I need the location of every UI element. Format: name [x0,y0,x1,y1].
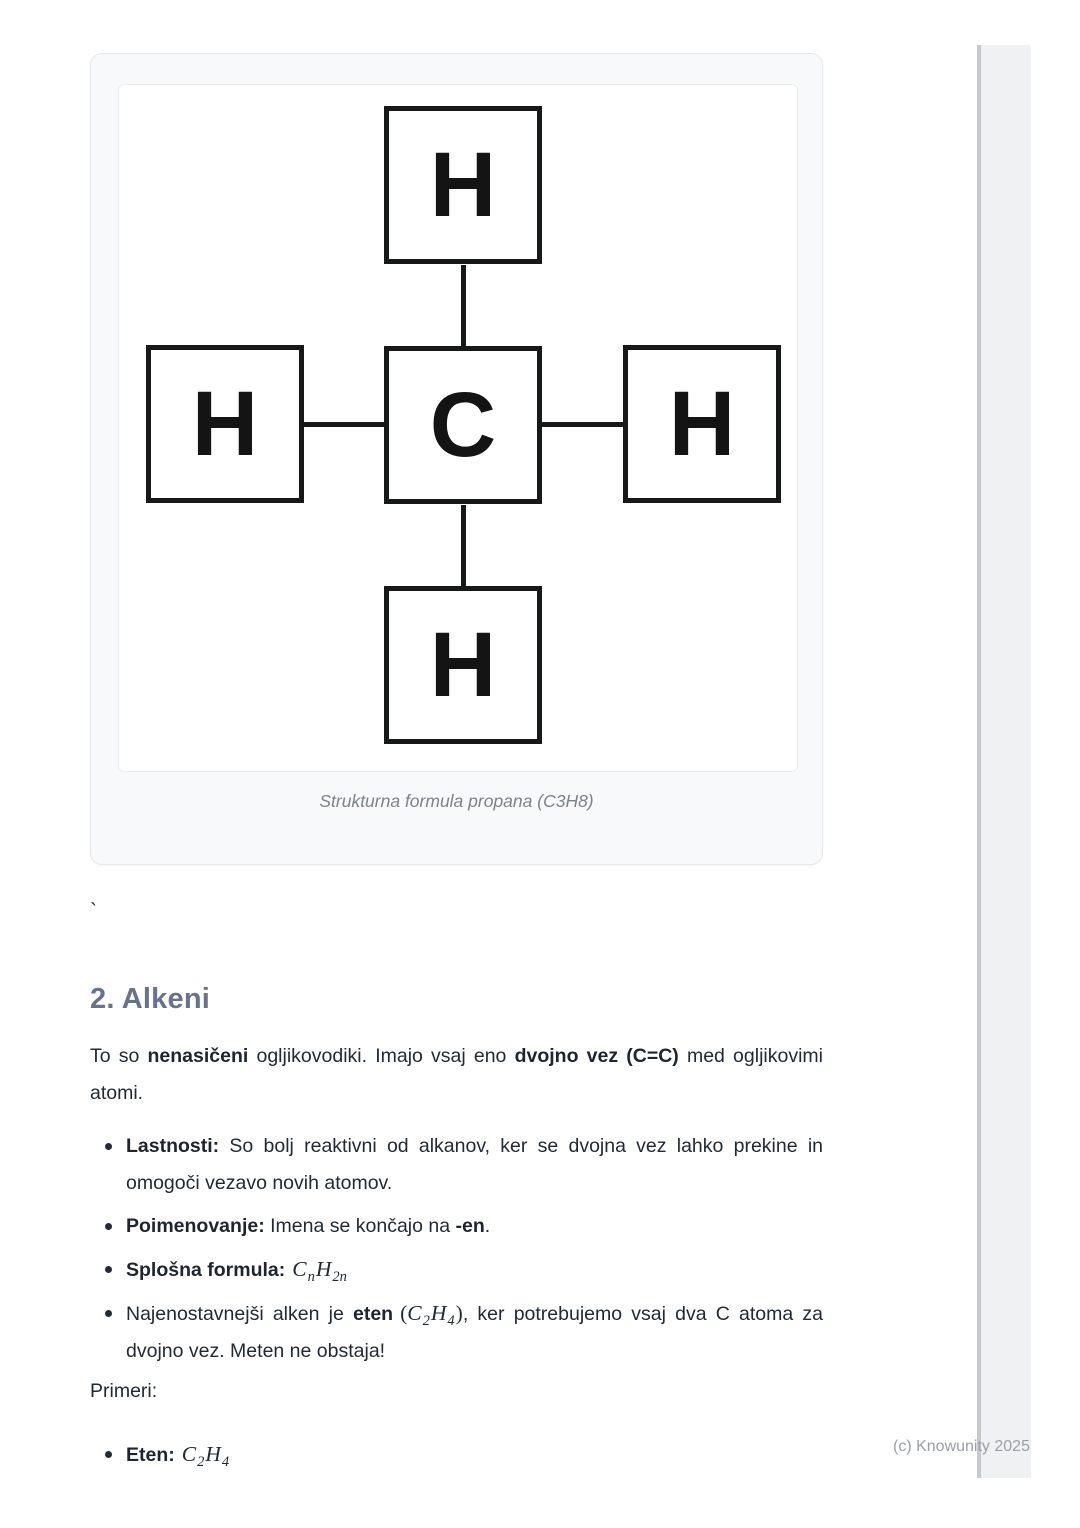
list-item-run: , ker potrebujemo vsaj dva C atoma za dvojno vez. Meten ne obstaja! [126,1303,823,1362]
list-item-text [126,1295,823,1370]
list-item-run: Imena se končajo na [264,1215,456,1237]
intro-paragraph [90,1038,823,1112]
list-item-run: Najenostavnejši alken je [126,1303,353,1325]
intro-run: To so [90,1045,148,1067]
bullet-dot [105,1451,112,1458]
watermark: (c) Knowunity 2025 [893,1438,1030,1455]
bond-top [461,265,466,347]
figure-caption: Strukturna formula propana (C3H8) [319,791,594,811]
list-item-text [126,1208,823,1245]
bond-bottom [461,505,466,587]
list-item-run: So bolj reaktivni od alkanov, ker se dvojna vez lahko prekine in omogoči vezavo novih atomov. [126,1135,823,1194]
list-item-bold: -en [455,1215,485,1237]
intro-bold: nenasičeni [147,1045,249,1067]
list-item-bold: Splošna formula: [126,1259,286,1281]
list-item [90,1251,823,1289]
bond-right [542,422,624,427]
formula-ethene-example: $C_2H_4$ [181,1442,230,1470]
list-item [90,1208,823,1245]
bullet-dot [105,1143,112,1150]
bullet-dot [105,1310,112,1317]
list-item-text [126,1436,823,1474]
bond-left [304,422,385,427]
figure-card [90,53,823,865]
intro-bold: dvojno vez (C=C) [514,1045,679,1067]
atom-box-hydrogen-bottom: H [384,586,542,744]
list-item [90,1295,823,1370]
list-item [90,1128,823,1202]
examples-label: Primeri: [90,1380,158,1402]
list-item-bold: eten [353,1303,394,1325]
atom-box-carbon-center: C [384,346,542,504]
list-item [90,1436,823,1474]
stray-backtick: ` [90,900,97,923]
list-item-bold: Poimenovanje: [126,1215,265,1237]
bullet-dot [105,1223,112,1230]
scrollbar-track[interactable] [977,45,1031,1478]
list-item-bold: Eten: [126,1444,175,1466]
atom-box-hydrogen-right: H [623,345,781,503]
atom-box-hydrogen-top: H [384,106,542,264]
example-list [90,1436,823,1480]
molecule-diagram [118,84,798,772]
bullet-list [90,1128,823,1376]
list-item-text [126,1128,823,1202]
section-heading: 2. Alkeni [90,983,210,1015]
intro-run: med ogljikovimi atomi. [90,1045,823,1104]
bullet-dot [105,1266,112,1273]
scrollbar-thumb[interactable] [977,45,981,1478]
list-item-run: . [484,1215,491,1237]
formula-ethene: $(C_2H_4)$ [400,1301,463,1329]
list-item-bold: Lastnosti: [126,1135,220,1157]
list-item-text [126,1251,823,1289]
formula-general-alkene: $C_nH_{2n}$ [292,1257,347,1285]
intro-run: ogljikovodiki. Imajo vsaj eno [248,1045,515,1067]
atom-box-hydrogen-left: H [146,345,304,503]
